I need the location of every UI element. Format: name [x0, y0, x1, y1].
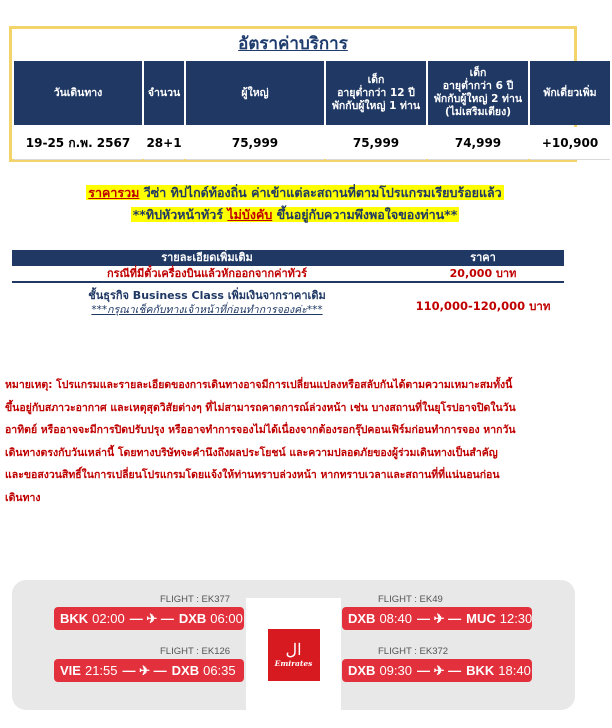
promo-line-2: **ทิปหัวหน้าทัวร์ ไม่บังคับ ขึ้นอยู่กับความพึงพอใจของท่าน** [132, 207, 458, 222]
promo-not-required: ไม่บังคับ [227, 207, 273, 222]
extra-row-note: ***กรุณาเช็คกับทางเจ้าหน้าที่ก่อนทำการจองค่ะ*** [91, 304, 323, 316]
header-child-6: เด็ก อายุต่ำกว่า 6 ปี พักกับผู้ใหญ่ 2 ท่าน (ไม่เสริมเตียง) [428, 61, 528, 125]
extra-table-header [12, 250, 564, 266]
cell-child-6: 74,999 [428, 127, 528, 160]
flight-bar: VIE 21:55 — ✈ — DXB 06:35 [54, 659, 244, 682]
extra-header-price: ราคา [470, 251, 496, 264]
price-table-box [9, 26, 599, 162]
flight-label: FLIGHT : EK49 [378, 594, 443, 605]
cell-single: +10,900 [530, 127, 610, 160]
emirates-emblem-icon: ال [285, 640, 302, 659]
extra-row-business-price: 110,000-120,000 บาท [415, 299, 551, 313]
extra-row-price: 20,000 บาท [449, 267, 517, 280]
extra-header-detail: รายละเอียดเพิ่มเติม [161, 251, 253, 264]
cell-date: 19-25 ก.พ. 2567 [14, 127, 142, 160]
extra-row-business-class [12, 289, 402, 317]
plane-icon: — ✈ — [417, 663, 462, 678]
price-table [12, 59, 612, 162]
flight-label: FLIGHT : EK126 [160, 646, 231, 657]
promo-price-included: ราคารวม [88, 185, 140, 200]
flight-label: FLIGHT : EK372 [378, 646, 449, 657]
flight-bar: BKK 02:00 — ✈ — DXB 06:00 [54, 607, 244, 630]
plane-icon: — ✈ — [417, 611, 462, 626]
flight-label: FLIGHT : EK377 [160, 594, 231, 605]
plane-icon: — ✈ — [129, 611, 174, 626]
cell-count: 28+1 [144, 127, 184, 160]
cell-child-12: 75,999 [326, 127, 426, 160]
airline-logo-box [246, 598, 341, 711]
promo-line-1: ราคารวม วีซ่า ทิปไกด์ท้องถิ่น ค่าเข้าแต่ละสถานที่ตามโปรแกรมเรียบร้อยแล้ว [88, 185, 502, 200]
remark-text: หมายเหตุ: โปรแกรมและรายละเอียดของการเดินทางอาจมีการเปลี่ยนแปลงหรือสลับกันได้ตามความเหมาะสมทั้งนี้ ขึ้นอยู่กับสภาวะอากาศ และเหตุสุดวิสัยต่างๆ ที่ไม่สามารถคาดการณ์ล่วงหน้า เช่น บางสถานที่ในยุโรปอาจปิดในวัน อาทิตย์ หรืออาจจะมีการปิดปรับปรุง หรืออาจทำการจองไม่ได้เนื่องจากต้องรอกรุ๊ปคอนเฟิร์มก่อนทำการจอง หากวัน เดินทางตรงกับวันเหล่านี้ โดยทางบริษัทจะคำนึงถึงผลประโยชน์ และความปลอดภัยของผู้ร่วมเดินทางเป็นสำคัญ และขอสงวนสิทธิ์ในการเปลี่ยนโปรแกรมโดยแจ้งให้ท่านทราบล่วงหน้า หากทราบเวลาและสถานที่ที่แน่นอนก่อน เดินทาง [5, 379, 516, 504]
header-child-12: เด็ก อายุต่ำกว่า 12 ปี พักกับผู้ใหญ่ 1 ท่าน [326, 61, 426, 125]
flight-bar: DXB 09:30 — ✈ — BKK 18:40 [342, 659, 532, 682]
price-table-header-row [14, 61, 610, 125]
flight-bar: DXB 08:40 — ✈ — MUC 12:30 [342, 607, 532, 630]
header-adult: ผู้ใหญ่ [186, 61, 324, 125]
price-table-title: อัตราค่าบริการ [238, 34, 348, 54]
extra-row-detail: ชั้นธุรกิจ Business Class เพิ่มเงินจากราคาเดิม [88, 289, 326, 302]
plane-icon: — ✈ — [122, 663, 167, 678]
extra-row-own-ticket [12, 266, 564, 283]
emirates-logo: ال Emirates [268, 629, 320, 681]
header-count: จำนวน [144, 61, 184, 125]
extra-row-detail: กรณีที่มีตั๋วเครื่องบินแล้วหักออกจากค่าทัวร์ [106, 267, 308, 280]
price-table-row [14, 127, 610, 160]
cell-adult: 75,999 [186, 127, 324, 160]
header-date: วันเดินทาง [14, 61, 142, 125]
header-single: พักเดี่ยวเพิ่ม [530, 61, 610, 125]
